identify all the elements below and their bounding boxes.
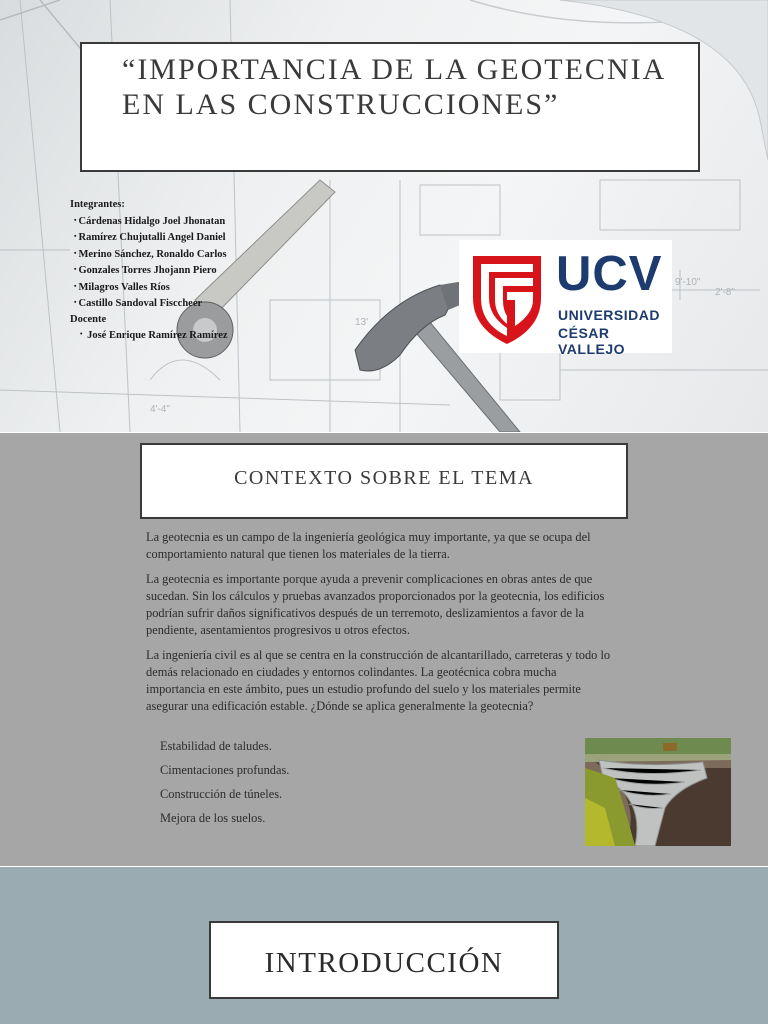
member-name: Ramírez Chujutalli Angel Daniel <box>78 232 226 243</box>
context-slide <box>0 433 768 866</box>
members-heading: Integrantes: <box>70 199 125 210</box>
use-item: Estabilidad de taludes. <box>160 739 272 753</box>
svg-text:2'-8": 2'-8" <box>715 287 735 298</box>
logo-line1: UNIVERSIDAD <box>558 307 660 323</box>
svg-text:13': 13' <box>355 317 369 328</box>
ucv-logo <box>459 240 672 357</box>
paragraph: La ingeniería civil es al que se centra en la construcción de alcantarillado, carreteras y todo lo demás relacionado en ciudades y entornos colindantes. La geotécnica cobra mucha importancia en este ámbito, pues un estudio profundo del suelo y los materiales permite asegurar una edificación estable. ¿Dónde se aplica generalmente la geotecnia? <box>146 648 611 713</box>
member-item: ▪ Gonzales Torres Jhojann Piero <box>74 265 217 276</box>
svg-text:4'-4": 4'-4" <box>150 404 170 415</box>
use-item: Construcción de túneles. <box>160 787 283 801</box>
member-item: ▪ Merino Sánchez, Ronaldo Carlos <box>74 248 227 260</box>
member-item: ▪ Ramírez Chujutalli Angel Daniel <box>74 232 226 243</box>
logo-acronym: UCV <box>556 247 663 301</box>
intro-title: INTRODUCCIÓN <box>264 947 504 979</box>
svg-text:9'-10": 9'-10" <box>675 277 701 288</box>
context-title: CONTEXTO SOBRE EL TEMA <box>234 467 534 489</box>
use-item: Mejora de los suelos. <box>160 811 266 825</box>
member-item: ▪ Milagros Valles Ríos <box>74 281 170 293</box>
teacher-name: José Enrique Ramírez Ramírez <box>87 330 228 341</box>
member-name: Gonzales Torres Jhojann Piero <box>78 265 217 276</box>
member-name: Cárdenas Hidalgo Joel Jhonatan <box>78 215 226 227</box>
members-list <box>70 197 330 344</box>
teacher-heading: Docente <box>70 313 107 325</box>
paragraph: La geotecnia es un campo de la ingeniería geológica muy importante, ya que se ocupa del comportamiento natural que tienen los materiales de la tierra. <box>146 530 591 561</box>
retaining-wall-photo <box>585 738 731 846</box>
member-name: Milagros Valles Ríos <box>78 281 170 293</box>
introduction-slide <box>0 867 768 1024</box>
presentation-title: “IMPORTANCIA DE LA GEOTECNIA EN LAS CONSTRUCCIONES” <box>122 53 665 121</box>
use-item: Cimentaciones profundas. <box>160 763 290 777</box>
member-name: Merino Sánchez, Ronaldo Carlos <box>78 248 227 260</box>
uses-list <box>160 737 460 833</box>
member-item: ▪ Castillo Sandoval Fisccheer <box>74 298 203 309</box>
teacher-item: • José Enrique Ramírez Ramírez <box>80 330 228 341</box>
paragraph: La geotecnia es importante porque ayuda a prevenir complicaciones en obras antes de que sucedan. Sin los cálculos y pruebas avanzados proporcionados por la geotecnia, los edificios podrían sufrir daños significativos después de un terremoto, deslizamientos a favor de la pendiente, asentamientos progresivos u otros efectos. <box>146 572 605 637</box>
member-item: ▪ Cárdenas Hidalgo Joel Jhonatan <box>74 215 226 227</box>
member-name: Castillo Sandoval Fisccheer <box>78 298 203 309</box>
title-slide <box>0 0 768 432</box>
logo-line2: CÉSAR VALLEJO <box>558 325 626 357</box>
context-body <box>146 529 616 723</box>
